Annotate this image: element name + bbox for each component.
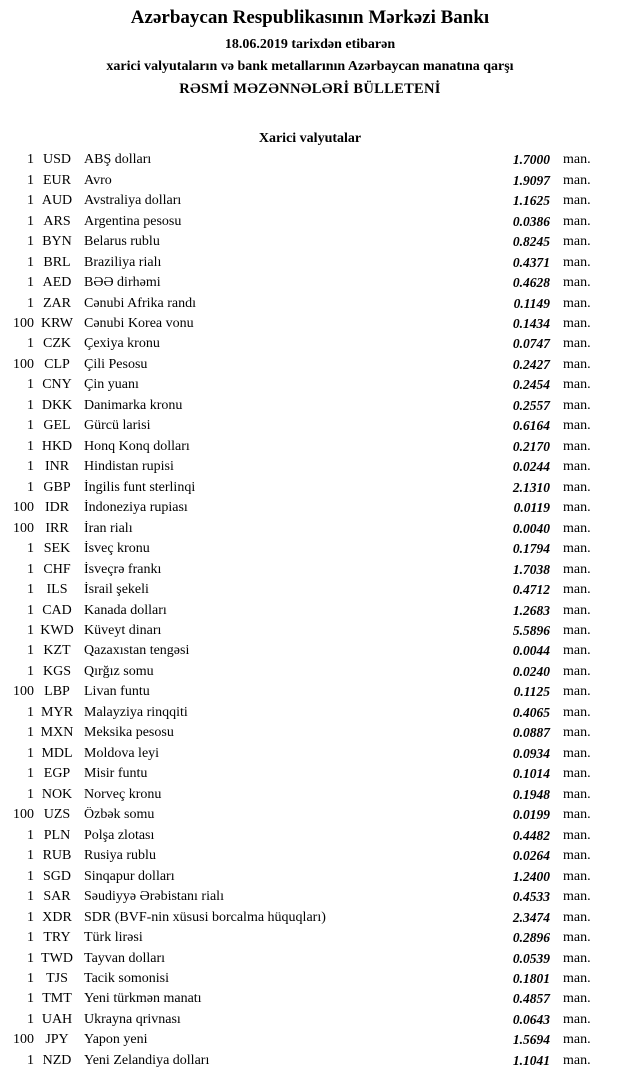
unit-label: man. [563,991,591,1007]
rate-value: 1.2400 [512,868,550,884]
unit-label: man. [563,786,591,802]
quantity: 1 [27,766,34,782]
bulletin-title: RƏSMİ MƏZƏNNƏLƏRİ BÜLLETENİ [179,81,441,97]
rate-value: 2.3474 [512,909,550,925]
rate-row [0,273,620,293]
rate-value: 0.1149 [513,295,550,311]
currency-name: Hindistan rupisi [84,459,174,475]
currency-name: İngilis funt sterlinqi [84,479,196,495]
quantity: 1 [27,1011,34,1027]
currency-name: Ukrayna qrivnası [84,1011,181,1027]
currency-name: Misir funtu [84,766,148,782]
unit-label: man. [563,745,591,761]
rate-row [0,907,620,927]
quantity: 1 [27,827,34,843]
quantity: 1 [27,582,34,598]
rate-value: 0.4712 [512,582,550,598]
rate-value: 0.4857 [512,991,550,1007]
rate-row [0,170,620,190]
currency-name: Cənubi Korea vonu [84,315,194,331]
unit-label: man. [563,889,591,905]
currency-name: İsrail şekeli [84,582,149,598]
currency-name: Çili Pesosu [84,356,148,372]
unit-label: man. [563,561,591,577]
rate-row [0,641,620,661]
currency-code: KWD [40,623,74,639]
quantity: 1 [27,786,34,802]
rate-value: 1.2683 [512,602,550,618]
rate-row [0,580,620,600]
rate-row [0,437,620,457]
rate-value: 0.4371 [512,254,550,270]
rate-value: 0.2454 [512,377,550,393]
rate-value: 0.0386 [512,213,550,229]
quantity: 1 [27,438,34,454]
quantity: 1 [27,889,34,905]
currency-code: SGD [42,868,71,884]
rate-value: 0.2427 [512,356,550,372]
currency-name: Avro [84,172,112,188]
rate-value: 0.1434 [512,315,550,331]
currency-code: TWD [41,950,73,966]
rate-row [0,1010,620,1030]
rate-value: 0.4482 [512,827,550,843]
rate-value: 0.6164 [512,418,550,434]
unit-label: man. [563,643,591,659]
quantity: 1 [27,172,34,188]
quantity: 1 [27,704,34,720]
quantity: 1 [27,336,34,352]
currency-name: Livan funtu [84,684,150,700]
unit-label: man. [563,684,591,700]
quantity: 1 [27,602,34,618]
quantity: 1 [27,418,34,434]
rate-value: 1.7000 [512,152,550,168]
quantity: 1 [27,950,34,966]
quantity: 1 [27,193,34,209]
currency-code: JPY [45,1032,69,1048]
unit-label: man. [563,172,591,188]
rate-row [0,1030,620,1050]
quantity: 100 [13,315,34,331]
currency-name: Moldova leyi [84,745,160,761]
currency-name: SDR (BVF-nin xüsusi borcalma hüquqları) [84,909,326,925]
currency-code: TMT [42,991,72,1007]
quantity: 1 [27,909,34,925]
currency-name: Yeni türkmən manatı [84,991,202,1007]
quantity: 1 [27,623,34,639]
unit-label: man. [563,315,591,331]
currency-code: RUB [42,848,72,864]
quantity: 1 [27,459,34,475]
currency-name: Danimarka kronu [84,397,183,413]
rate-row [0,375,620,395]
rate-value: 0.0044 [512,643,550,659]
currency-name: İsveçrə frankı [84,561,162,577]
rate-row [0,314,620,334]
currency-name: Polşa zlotası [84,827,155,843]
quantity: 1 [27,848,34,864]
quantity: 100 [13,684,34,700]
quantity: 1 [27,234,34,250]
currency-code: ILS [46,582,68,598]
rate-row [0,1051,620,1071]
quantity: 100 [13,807,34,823]
rate-value: 0.0934 [512,745,550,761]
currency-code: EUR [43,172,71,188]
currency-name: Yeni Zelandiya dolları [84,1052,210,1068]
quantity: 1 [27,213,34,229]
currency-code: GBP [43,479,71,495]
rate-row [0,559,620,579]
rate-value: 0.2170 [512,438,550,454]
quantity: 1 [27,970,34,986]
unit-label: man. [563,930,591,946]
unit-label: man. [563,234,591,250]
quantity: 1 [27,152,34,168]
rate-row [0,498,620,518]
quantity: 1 [27,295,34,311]
rate-value: 0.0240 [512,663,550,679]
rate-value: 0.1014 [512,766,550,782]
unit-label: man. [563,295,591,311]
currency-code: MXN [40,725,74,741]
currency-code: SEK [43,541,71,557]
rate-value: 0.0747 [512,336,550,352]
rate-row [0,805,620,825]
currency-code: XDR [42,909,72,925]
currency-name: Rusiya rublu [84,848,156,864]
currency-code: HKD [41,438,73,454]
rate-row [0,887,620,907]
unit-label: man. [563,725,591,741]
currency-name: Argentina pesosu [84,213,182,229]
currency-name: Belarus rublu [84,234,160,250]
currency-code: UAH [41,1011,73,1027]
currency-name: Küveyt dinarı [84,623,162,639]
rate-row [0,948,620,968]
rate-value: 0.0539 [512,950,550,966]
currency-code: UZS [43,807,71,823]
unit-label: man. [563,213,591,229]
rate-row [0,825,620,845]
rate-row [0,232,620,252]
unit-label: man. [563,193,591,209]
currency-name: Çin yuanı [84,377,139,393]
unit-label: man. [563,582,591,598]
rate-value: 0.1794 [512,541,550,557]
quantity: 1 [27,643,34,659]
currency-name: İsveç kronu [84,541,150,557]
rate-row [0,866,620,886]
rate-row [0,293,620,313]
unit-label: man. [563,1052,591,1068]
rate-value: 0.0643 [512,1011,550,1027]
rate-row [0,703,620,723]
unit-label: man. [563,377,591,393]
rate-value: 0.1125 [513,684,550,700]
currency-code: BRL [43,254,71,270]
rate-row [0,539,620,559]
rate-row [0,518,620,538]
unit-label: man. [563,500,591,516]
currency-code: CHF [43,561,71,577]
currency-code: AUD [41,193,73,209]
quantity: 1 [27,254,34,270]
currency-code: PLN [43,827,71,843]
rate-row [0,662,620,682]
currency-name: Malayziya rinqqiti [84,704,188,720]
currency-name: Honq Konq dolları [84,438,190,454]
quantity: 1 [27,397,34,413]
rate-value: 0.0244 [512,459,550,475]
rate-value: 1.5694 [512,1032,550,1048]
rate-value: 0.0119 [513,500,550,516]
currency-name: İndoneziya rupiası [84,500,188,516]
unit-label: man. [563,336,591,352]
rate-value: 0.2896 [512,930,550,946]
currency-name: Gürcü larisi [84,418,151,434]
rate-value: 0.1948 [512,786,550,802]
quantity: 1 [27,377,34,393]
unit-label: man. [563,275,591,291]
currency-name: Qazaxıstan tengəsi [84,643,190,659]
rate-value: 0.0264 [512,848,550,864]
quantity: 1 [27,745,34,761]
unit-label: man. [563,807,591,823]
currency-code: KGS [42,663,71,679]
unit-label: man. [563,868,591,884]
currency-code: AED [42,275,72,291]
rate-value: 0.4533 [512,889,550,905]
unit-label: man. [563,970,591,986]
rate-row [0,723,620,743]
unit-label: man. [563,254,591,270]
unit-label: man. [563,479,591,495]
rate-value: 0.2557 [512,397,550,413]
rate-value: 1.9097 [512,172,550,188]
quantity: 1 [27,663,34,679]
currency-code: EGP [43,766,71,782]
currency-code: MDL [41,745,73,761]
unit-label: man. [563,909,591,925]
unit-label: man. [563,520,591,536]
bank-title: Azərbaycan Respublikasının Mərkəzi Bankı [130,7,490,28]
currency-name: Sinqapur dolları [84,868,175,884]
rate-row [0,191,620,211]
effective-date-line: 18.06.2019 tarixdən etibarən [224,37,396,52]
currency-code: SAR [43,889,71,905]
rate-row [0,600,620,620]
rate-value: 5.5896 [512,623,550,639]
rate-row [0,252,620,272]
currency-code: GEL [43,418,71,434]
currency-name: Səudiyyə Ərəbistanı rialı [84,889,224,905]
quantity: 1 [27,275,34,291]
currency-code: KZT [43,643,71,659]
unit-label: man. [563,602,591,618]
currency-name: Cənubi Afrika randı [84,295,196,311]
rate-value: 0.0040 [512,520,550,536]
currency-code: ZAR [43,295,71,311]
currency-name: Yapon yeni [84,1032,148,1048]
unit-label: man. [563,623,591,639]
currency-name: Çexiya kronu [84,336,160,352]
section-title-foreign-currencies: Xarici valyutalar [258,131,362,146]
rate-row [0,785,620,805]
quantity: 1 [27,930,34,946]
rate-row [0,416,620,436]
currency-name: İran rialı [84,520,133,536]
rate-value: 0.8245 [512,234,550,250]
currency-name: Özbək somu [84,807,155,823]
currency-name: Norveç kronu [84,786,162,802]
rate-row [0,478,620,498]
currency-code: CLP [44,356,70,372]
rate-row [0,334,620,354]
currency-code: LBP [44,684,70,700]
quantity: 100 [13,500,34,516]
currency-name: Braziliya rialı [84,254,162,270]
unit-label: man. [563,704,591,720]
currency-code: CZK [43,336,71,352]
rate-value: 1.1625 [512,193,550,209]
rate-row [0,928,620,948]
quantity: 1 [27,541,34,557]
rate-row [0,457,620,477]
rate-value: 0.1801 [512,970,550,986]
rate-value: 0.4065 [512,704,550,720]
rate-value: 0.0887 [512,725,550,741]
rate-row [0,396,620,416]
currency-name: Kanada dolları [84,602,167,618]
quantity: 1 [27,725,34,741]
rate-row [0,846,620,866]
currency-code: CNY [42,377,72,393]
quantity: 100 [13,520,34,536]
currency-name: Tayvan dolları [84,950,166,966]
currency-name: Türk lirəsi [84,930,143,946]
unit-label: man. [563,356,591,372]
currency-code: USD [42,152,71,168]
rate-row [0,989,620,1009]
rate-value: 0.4628 [512,275,550,291]
rate-row [0,621,620,641]
rate-row [0,969,620,989]
currency-code: ARS [43,213,71,229]
rate-value: 0.0199 [512,807,550,823]
rate-row [0,150,620,170]
currency-name: ABŞ dolları [84,152,152,168]
rate-row [0,744,620,764]
unit-label: man. [563,418,591,434]
currency-name: Tacik somonisi [84,970,169,986]
unit-label: man. [563,1011,591,1027]
unit-label: man. [563,848,591,864]
currency-code: IRR [45,520,69,536]
quantity: 1 [27,561,34,577]
currency-code: INR [44,459,70,475]
currency-name: Avstraliya dolları [84,193,182,209]
currency-code: TRY [43,930,71,946]
rate-value: 1.1041 [512,1052,550,1068]
unit-label: man. [563,459,591,475]
rate-value: 2.1310 [512,479,550,495]
rates-table [0,150,620,1071]
currency-code: NZD [42,1052,72,1068]
bulletin-header [0,0,620,97]
quantity: 1 [27,991,34,1007]
currency-code: TJS [46,970,68,986]
currency-name: Meksika pesosu [84,725,174,741]
rate-row [0,355,620,375]
quantity: 1 [27,1052,34,1068]
quantity: 1 [27,868,34,884]
currency-code: IDR [44,500,70,516]
currency-code: BYN [42,234,72,250]
rate-row [0,764,620,784]
unit-label: man. [563,663,591,679]
currency-code: NOK [41,786,73,802]
currency-code: KRW [41,315,73,331]
currency-name: Qırğız somu [84,663,154,679]
rate-row [0,211,620,231]
rate-row [0,682,620,702]
unit-label: man. [563,766,591,782]
currency-code: CAD [42,602,72,618]
unit-label: man. [563,1032,591,1048]
quantity: 1 [27,479,34,495]
currency-name: BƏƏ dirhəmi [84,275,161,291]
unit-label: man. [563,827,591,843]
currency-code: DKK [41,397,73,413]
currency-code: MYR [41,704,73,720]
quantity: 100 [13,1032,34,1048]
bulletin-subtitle: xarici valyutaların və bank metallarının Azərbaycan manatına qarşı [106,59,514,74]
quantity: 100 [13,356,34,372]
unit-label: man. [563,950,591,966]
unit-label: man. [563,438,591,454]
unit-label: man. [563,541,591,557]
unit-label: man. [563,397,591,413]
rate-value: 1.7038 [512,561,550,577]
unit-label: man. [563,152,591,168]
